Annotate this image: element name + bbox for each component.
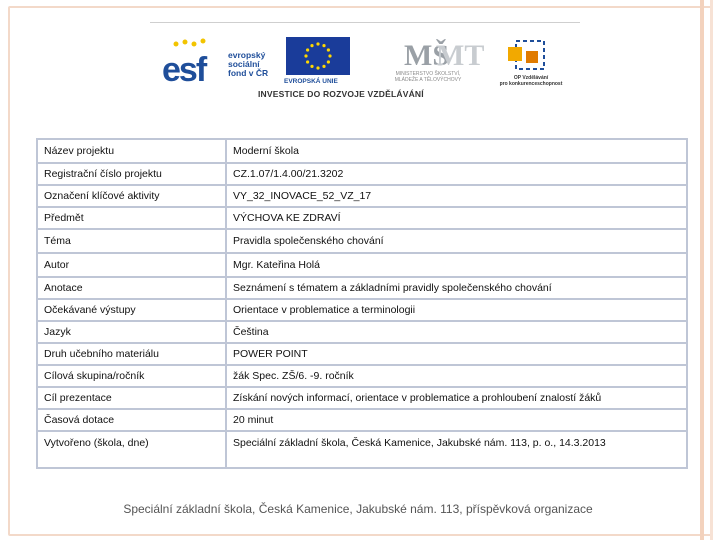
row-label: Autor bbox=[37, 253, 226, 277]
table-row bbox=[37, 343, 687, 365]
esf-letters: esf bbox=[162, 51, 206, 89]
row-label: Název projektu bbox=[37, 139, 226, 163]
table-row bbox=[37, 207, 687, 229]
table-row bbox=[37, 299, 687, 321]
table-row bbox=[37, 431, 687, 468]
eu-star-icon bbox=[316, 42, 319, 45]
row-label: Registrační číslo projektu bbox=[37, 163, 226, 185]
row-label: Označení klíčové aktivity bbox=[37, 185, 226, 207]
row-label: Anotace bbox=[37, 277, 226, 299]
table-row bbox=[37, 277, 687, 299]
row-label: Druh učebního materiálu bbox=[37, 343, 226, 365]
row-value: Orientace v problematice a terminologii bbox=[226, 299, 687, 321]
svg-text:MŠ: MŠ bbox=[404, 39, 449, 72]
row-label: Předmět bbox=[37, 207, 226, 229]
eu-star-icon bbox=[322, 65, 325, 68]
investice-slogan: INVESTICE DO ROZVOJE VZDĚLÁVÁNÍ bbox=[258, 89, 424, 99]
table-row bbox=[37, 185, 687, 207]
row-value: VY_32_INOVACE_52_VZ_17 bbox=[226, 185, 687, 207]
esf-stars-icon bbox=[170, 37, 210, 51]
project-info-table bbox=[36, 138, 688, 469]
eu-star-icon bbox=[310, 65, 313, 68]
row-label: Časová dotace bbox=[37, 409, 226, 431]
row-value: Moderní škola bbox=[226, 139, 687, 163]
slide-edge-decoration bbox=[700, 0, 704, 540]
row-value: 20 minut bbox=[226, 409, 687, 431]
eu-star-icon bbox=[328, 54, 331, 57]
eu-star-icon bbox=[322, 44, 325, 47]
row-value: Speciální základní škola, Česká Kamenice, Jakubské nám. 113, p. o., 14.3.2013 bbox=[226, 431, 687, 468]
table-row bbox=[37, 387, 687, 409]
table-row bbox=[37, 365, 687, 387]
row-value: Seznámení s tématem a základními pravidly společenského chování bbox=[226, 277, 687, 299]
table-row bbox=[37, 321, 687, 343]
eu-star-icon bbox=[304, 54, 307, 57]
eu-star-icon bbox=[306, 60, 309, 63]
row-value: VÝCHOVA KE ZDRAVÍ bbox=[226, 207, 687, 229]
msmt-emblem-icon bbox=[378, 35, 485, 72]
eu-star-icon bbox=[327, 48, 330, 51]
row-value: Získání nových informací, orientace v problematice a prohloubení znalostí žáků bbox=[226, 387, 687, 409]
msmt-text: MINISTERSTVO ŠKOLSTVÍ, MLÁDEŽE A TĚLOVÝCHOVY bbox=[394, 71, 462, 83]
svg-text:MT: MT bbox=[436, 39, 485, 72]
table-row bbox=[37, 409, 687, 431]
row-label: Jazyk bbox=[37, 321, 226, 343]
eu-text: EVROPSKÁ UNIE bbox=[284, 78, 338, 85]
op-logo bbox=[486, 37, 576, 93]
row-label: Očekávané výstupy bbox=[37, 299, 226, 321]
row-value: Mgr. Kateřina Holá bbox=[226, 253, 687, 277]
row-value: CZ.1.07/1.4.00/21.3202 bbox=[226, 163, 687, 185]
op-emblem-icon bbox=[486, 37, 576, 73]
table-row bbox=[37, 253, 687, 277]
row-value: POWER POINT bbox=[226, 343, 687, 365]
eu-star-icon bbox=[327, 60, 330, 63]
eu-logo bbox=[284, 37, 354, 87]
eu-star-icon bbox=[306, 48, 309, 51]
eu-star-icon bbox=[316, 66, 319, 69]
msmt-logo bbox=[378, 35, 485, 91]
row-value: Čeština bbox=[226, 321, 687, 343]
row-value: Pravidla společenského chování bbox=[226, 229, 687, 253]
eu-flag-icon bbox=[286, 37, 350, 75]
logo-banner bbox=[150, 22, 580, 105]
table-row bbox=[37, 229, 687, 253]
footer-text: Speciální základní škola, Česká Kamenice, Jakubské nám. 113, příspěvková organizace bbox=[123, 502, 593, 516]
table-row bbox=[37, 139, 687, 163]
row-label: Vytvořeno (škola, dne) bbox=[37, 431, 226, 468]
eu-star-icon bbox=[310, 44, 313, 47]
esf-text: evropský sociální fond v ČR bbox=[228, 50, 269, 78]
row-label: Téma bbox=[37, 229, 226, 253]
row-value: žák Spec. ZŠ/6. -9. ročník bbox=[226, 365, 687, 387]
row-label: Cíl prezentace bbox=[37, 387, 226, 409]
slide-edge-decoration-2 bbox=[710, 0, 713, 540]
row-label: Cílová skupina/ročník bbox=[37, 365, 226, 387]
table-row bbox=[37, 163, 687, 185]
op-text: OP Vzdělávání pro konkurenceschopnost bbox=[499, 75, 563, 87]
esf-logo bbox=[162, 35, 272, 89]
